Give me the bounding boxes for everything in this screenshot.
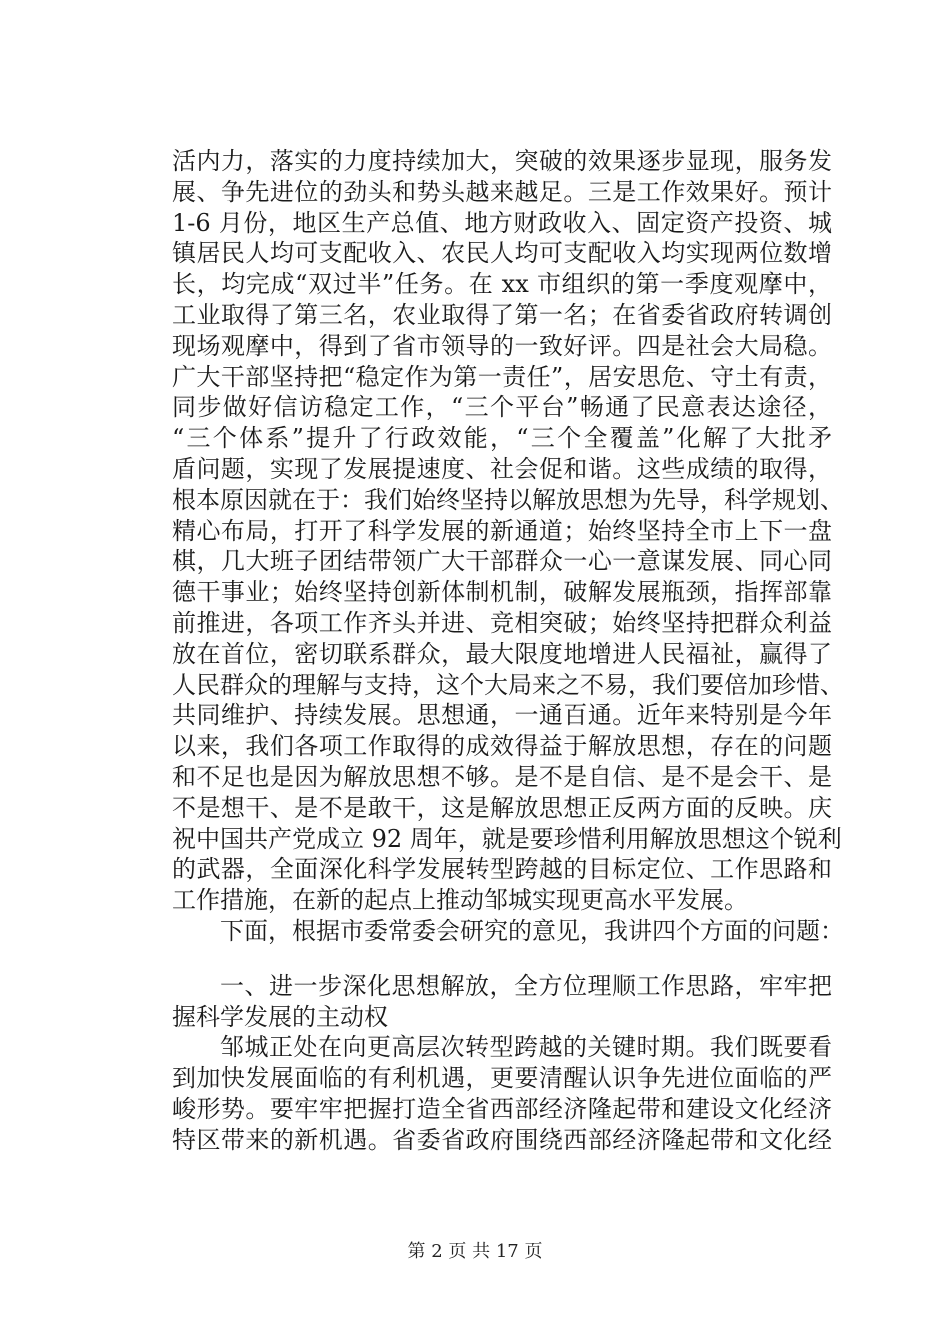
text-line: 共同维护、持续发展。思想通，一通百通。近年来特别是今年 xyxy=(172,701,832,730)
text-line: 和不足也是因为解放思想不够。是不是自信、是不是会干、是 xyxy=(172,762,832,791)
text-line: 峻形势。要牢牢把握打造全省西部经济隆起带和建设文化经济 xyxy=(172,1094,832,1123)
text-line: 工业取得了第三名，农业取得了第一名；在省委省政府转调创 xyxy=(172,300,832,329)
text-line: 特区带来的新机遇。省委省政府围绕西部经济隆起带和文化经 xyxy=(172,1125,832,1154)
paragraph-1 xyxy=(172,146,844,916)
text-line: 同步做好信访稳定工作，“三个平台”畅通了民意表达途径， xyxy=(172,393,832,422)
text-line: 工作措施，在新的起点上推动邹城实现更高水平发展。 xyxy=(172,886,748,915)
text-line: 现场观摩中，得到了省市领导的一致好评。四是社会大局稳。 xyxy=(172,331,832,360)
text-line: 前推进，各项工作齐头并进、竞相突破；始终坚持把群众利益 xyxy=(172,608,832,637)
page-footer: 第 2 页 共 17 页 xyxy=(407,1241,543,1262)
text-line: 1-6 月份，地区生产总值、地方财政收入、固定资产投资、城 xyxy=(172,208,832,237)
text-line: 人民群众的理解与支持，这个大局来之不易，我们要倍加珍惜、 xyxy=(172,670,844,699)
heading-line: 握科学发展的主动权 xyxy=(172,1002,388,1031)
text-line: 不是想干、是不是敢干，这是解放思想正反两方面的反映。庆 xyxy=(172,793,832,822)
text-line: 广大干部坚持把“稳定作为第一责任”，居安思危、守土有责， xyxy=(172,362,832,391)
document-body xyxy=(172,146,844,1156)
text-line: 活内力，落实的力度持续加大，突破的效果逐步显现，服务发 xyxy=(172,147,832,175)
text-line: 根本原因就在于：我们始终坚持以解放思想为先导，科学规划、 xyxy=(172,485,844,514)
text-line: 祝中国共产党成立 92 周年，就是要珍惜利用解放思想这个锐利 xyxy=(172,824,842,853)
text-line: 德干事业；始终坚持创新体制机制，破解发展瓶颈，指挥部靠 xyxy=(172,578,832,607)
text-line: 以来，我们各项工作取得的成效得益于解放思想，存在的问题 xyxy=(172,732,832,761)
heading-line: 一、进一步深化思想解放，全方位理顺工作思路，牢牢把 xyxy=(220,971,832,1000)
text-line: 到加快发展面临的有利机遇，更要清醒认识争先进位面临的严 xyxy=(172,1064,832,1093)
text-line: 展、争先进位的劲头和势头越来越足。三是工作效果好。预计 xyxy=(172,177,832,206)
text-line: 放在首位，密切联系群众，最大限度地增进人民福祉，赢得了 xyxy=(172,639,832,668)
text-line: 精心布局，打开了科学发展的新通道；始终坚持全市上下一盘 xyxy=(172,516,832,545)
text-line: 长，均完成“双过半”任务。在 xx 市组织的第一季度观摩中， xyxy=(172,270,832,299)
text-line: 棋，几大班子团结带领广大干部群众一心一意谋发展、同心同 xyxy=(172,547,832,576)
paragraph-2: 下面，根据市委常委会研究的意见，我讲四个方面的问题： xyxy=(220,916,844,945)
text-line: “三个体系”提升了行政效能，“三个全覆盖”化解了大批矛 xyxy=(172,424,832,453)
text-line: 盾问题，实现了发展提速度、社会促和谐。这些成绩的取得， xyxy=(172,454,832,483)
blank-line xyxy=(172,947,832,971)
section-heading-1 xyxy=(172,971,832,1033)
text-line: 邹城正处在向更高层次转型跨越的关键时期。我们既要看 xyxy=(220,1033,832,1062)
paragraph-3 xyxy=(172,1032,832,1155)
text-line: 的武器，全面深化科学发展转型跨越的目标定位、工作思路和 xyxy=(172,855,832,884)
text-line: 镇居民人均可支配收入、农民人均可支配收入均实现两位数增 xyxy=(172,239,832,268)
